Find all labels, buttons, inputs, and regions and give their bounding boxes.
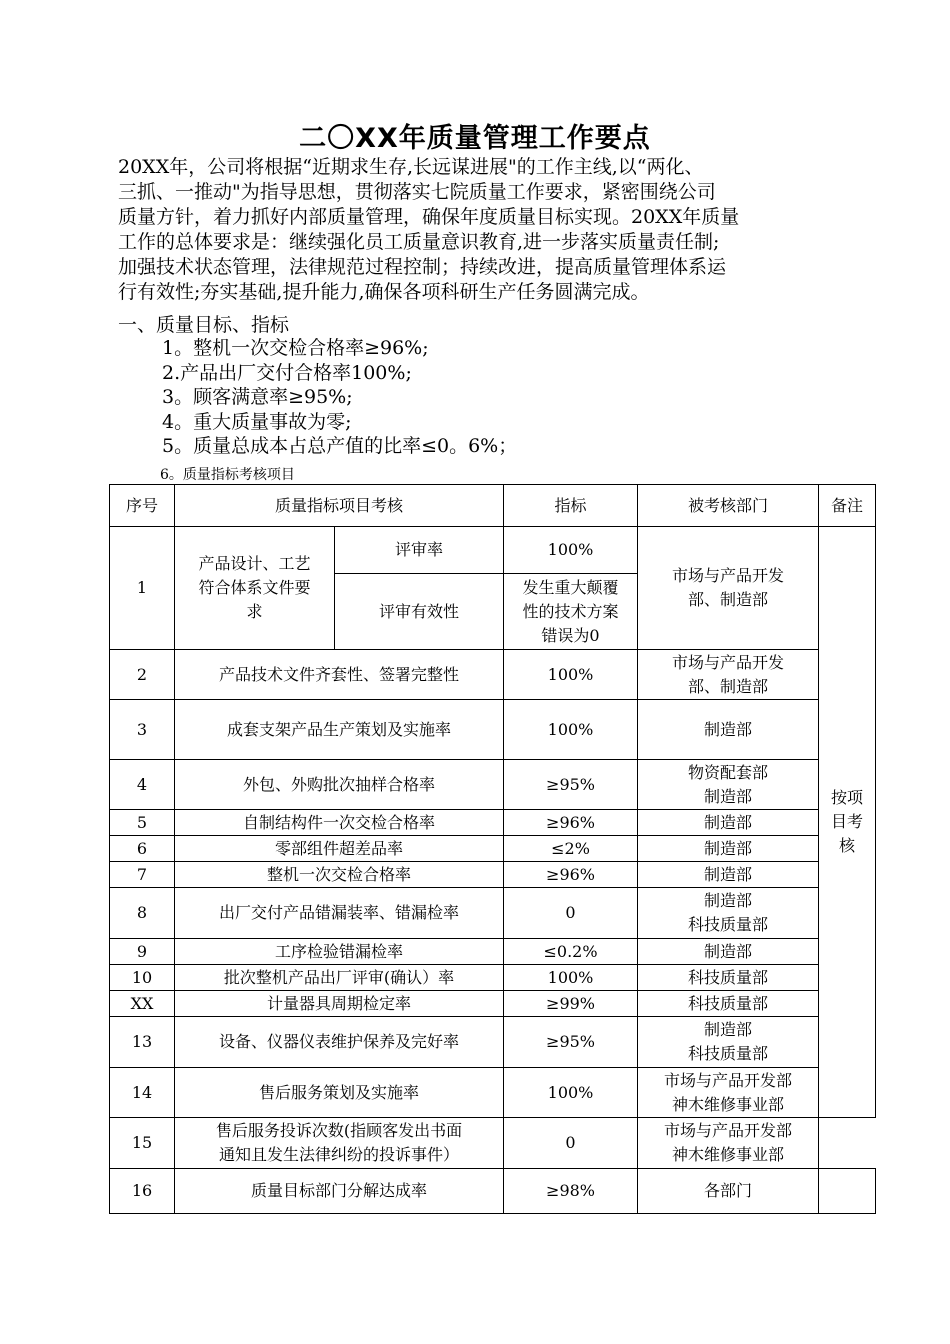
row-no: 5 [110, 810, 175, 836]
table-row [110, 1118, 876, 1169]
row-dept: 制造部 [638, 700, 819, 760]
target-item: 1。整机一次交检合格率≥96%; [162, 337, 429, 359]
target-item: 3。顾客满意率≥95%; [162, 386, 353, 408]
row-dept: 科技质量部 [638, 965, 819, 991]
row-dept: 市场与产品开发部 神木维修事业部 [638, 1068, 819, 1118]
row-target: 0 [504, 888, 638, 939]
row-no: 15 [110, 1118, 175, 1169]
row-no: 13 [110, 1017, 175, 1068]
row-item: 产品技术文件齐套性、签署完整性 [175, 650, 504, 700]
intro-line: 行有效性;夯实基础,提升能力,确保各项科研生产任务圆满完成。 [118, 281, 650, 303]
remark-merged-cell: 按项 目考 核 [819, 527, 876, 1118]
header-remark: 备注 [819, 485, 876, 527]
row-remark [819, 1169, 876, 1214]
row-target: 100% [504, 1068, 638, 1118]
row-target: 100% [504, 650, 638, 700]
intro-line: 20XX年，公司将根据“近期求生存,长远谋进展"的工作主线,以“两化、 [118, 156, 704, 178]
row-group-item: 产品设计、工艺 符合体系文件要 求 [175, 527, 335, 650]
row-item: 售后服务投诉次数(指顾客发出书面 通知且发生法律纠纷的投诉事件） [175, 1118, 504, 1169]
row-item: 工序检验错漏检率 [175, 939, 504, 965]
row-item: 售后服务策划及实施率 [175, 1068, 504, 1118]
table-row [110, 527, 876, 574]
intro-line: 质量方针，着力抓好内部质量管理，确保年度质量目标实现。20XX年质量 [118, 206, 740, 228]
row-dept: 制造部 [638, 862, 819, 888]
row-target: ≥98% [504, 1169, 638, 1214]
row-item: 成套支架产品生产策划及实施率 [175, 700, 504, 760]
table-row [110, 1068, 876, 1118]
target-item: 2.产品出厂交付合格率100%; [162, 361, 412, 384]
table-row [110, 939, 876, 965]
row-dept: 制造部 [638, 836, 819, 862]
row-dept: 制造部 科技质量部 [638, 1017, 819, 1068]
table-row [110, 1017, 876, 1068]
target-item: 4。重大质量事故为零; [162, 410, 352, 433]
row-item: 出厂交付产品错漏装率、错漏检率 [175, 888, 504, 939]
row-no: XX [110, 991, 175, 1017]
table-row [110, 965, 876, 991]
row-dept: 科技质量部 [638, 991, 819, 1017]
row-target: 发生重大颠覆 性的技术方案 错误为0 [504, 574, 638, 650]
row-item: 零部组件超差品率 [175, 836, 504, 862]
row-target: 100% [504, 527, 638, 574]
row-item: 设备、仪器仪表维护保养及完好率 [175, 1017, 504, 1068]
row-no: 9 [110, 939, 175, 965]
header-target: 指标 [504, 485, 638, 527]
row-target: ≥96% [504, 862, 638, 888]
row-no: 2 [110, 650, 175, 700]
row-target: ≤0.2% [504, 939, 638, 965]
row-no: 6 [110, 836, 175, 862]
table-row [110, 991, 876, 1017]
row-no: 1 [110, 527, 175, 650]
row-no: 4 [110, 760, 175, 810]
row-item: 外包、外购批次抽样合格率 [175, 760, 504, 810]
row-no: 8 [110, 888, 175, 939]
row-no: 7 [110, 862, 175, 888]
table-row [110, 1169, 876, 1214]
row-no: 14 [110, 1068, 175, 1118]
row-dept: 市场与产品开发 部、制造部 [638, 650, 819, 700]
table-row [110, 810, 876, 836]
row-target: ≤2% [504, 836, 638, 862]
row-dept: 制造部 科技质量部 [638, 888, 819, 939]
row-sub-item: 评审有效性 [335, 574, 504, 650]
row-item: 批次整机产品出厂评审(确认）率 [175, 965, 504, 991]
table-header-row [110, 485, 876, 527]
row-dept: 市场与产品开发部 神木维修事业部 [638, 1118, 819, 1169]
table-row [110, 650, 876, 700]
row-no: 3 [110, 700, 175, 760]
row-target: 100% [504, 965, 638, 991]
section-heading: 一、质量目标、指标 [118, 314, 290, 336]
row-target: ≥95% [504, 760, 638, 810]
row-dept: 制造部 [638, 810, 819, 836]
row-target: 100% [504, 700, 638, 760]
row-item: 整机一次交检合格率 [175, 862, 504, 888]
table-row [110, 888, 876, 939]
row-item: 质量目标部门分解达成率 [175, 1169, 504, 1214]
row-dept: 制造部 [638, 939, 819, 965]
intro-paragraph [118, 155, 848, 305]
intro-line: 三抓、一推动"为指导思想，贯彻落实七院质量工作要求，紧密围绕公司 [118, 181, 716, 203]
row-item: 自制结构件一次交检合格率 [175, 810, 504, 836]
row-no: 10 [110, 965, 175, 991]
table-row [110, 862, 876, 888]
row-target: ≥99% [504, 991, 638, 1017]
row-target: 0 [504, 1118, 638, 1169]
row-sub-item: 评审率 [335, 527, 504, 574]
header-item: 质量指标项目考核 [175, 485, 504, 527]
row-dept: 市场与产品开发 部、制造部 [638, 527, 819, 650]
intro-line: 工作的总体要求是：继续强化员工质量意识教育,进一步落实质量责任制; [118, 231, 720, 253]
row-target: ≥96% [504, 810, 638, 836]
header-no: 序号 [110, 485, 175, 527]
table-row [110, 760, 876, 810]
row-target: ≥95% [504, 1017, 638, 1068]
document-title: 二〇XX年质量管理工作要点 [299, 123, 651, 154]
table-subheading: 6。质量指标考核项目 [160, 467, 295, 483]
header-dept: 被考核部门 [638, 485, 819, 527]
row-no: 16 [110, 1169, 175, 1214]
table-row [110, 700, 876, 760]
table-row [110, 836, 876, 862]
row-dept: 各部门 [638, 1169, 819, 1214]
row-dept: 物资配套部 制造部 [638, 760, 819, 810]
row-item: 计量器具周期检定率 [175, 991, 504, 1017]
quality-targets-list [162, 336, 517, 459]
quality-kpi-table [109, 484, 876, 1214]
target-item: 5。质量总成本占总产值的比率≤0。6%； [162, 435, 518, 457]
intro-line: 加强技术状态管理，法律规范过程控制；持续改进，提高质量管理体系运 [118, 256, 727, 278]
